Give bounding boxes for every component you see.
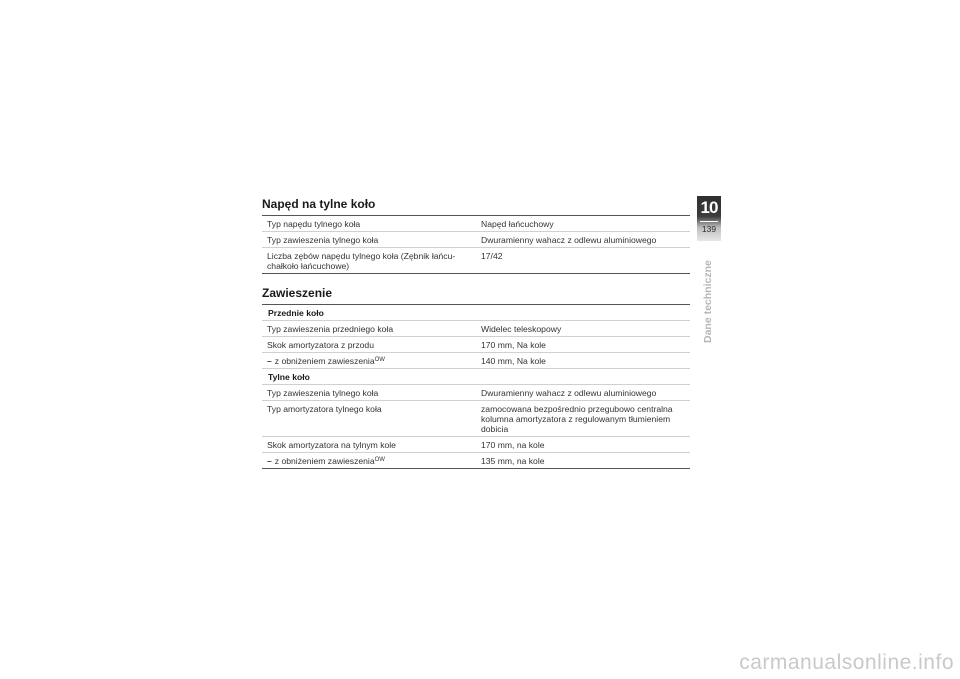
table-row: [262, 216, 690, 232]
section-title-rear-drive: Napęd na tylne koło: [262, 197, 376, 211]
row-value: 140 mm, Na kole: [476, 353, 690, 369]
content-area: [262, 196, 690, 469]
chapter-tab: [697, 196, 721, 241]
suspension-table: [262, 304, 690, 469]
watermark: carmanualsonline.info: [739, 651, 954, 674]
row-label: Typ amortyzatora tylnego koła: [262, 401, 476, 437]
subheading-row: [262, 305, 690, 321]
row-value: Widelec teleskopowy: [476, 321, 690, 337]
row-label-text: z obniżeniem zawieszenia: [274, 356, 375, 366]
row-value: 135 mm, na kole: [476, 453, 690, 469]
chapter-number: 10: [700, 198, 718, 217]
section-title-suspension: Zawieszenie: [262, 286, 333, 300]
chapter-title-vertical: Dane techniczne: [702, 260, 714, 343]
row-label: Typ zawieszenia przedniego koła: [262, 321, 476, 337]
option-marker: OW: [374, 357, 385, 363]
table-row: [262, 248, 690, 274]
row-label: Liczba zębów napędu tylnego koła (Zębnik łańcu-chałkoło łańcuchowe): [262, 248, 476, 274]
table-row: [262, 401, 690, 437]
rear-wheel-heading: Tylne koło: [262, 369, 690, 385]
table-row: [262, 453, 690, 469]
table-row: [262, 321, 690, 337]
table-row: [262, 232, 690, 248]
row-label: Typ zawieszenia tylnego koła: [262, 232, 476, 248]
table-row: [262, 337, 690, 353]
chapter-divider: [700, 221, 718, 222]
row-value: Dwuramienny wahacz z odlewu aluminiowego: [476, 232, 690, 248]
row-label: Typ zawieszenia tylnego koła: [262, 385, 476, 401]
row-value: Dwuramienny wahacz z odlewu aluminiowego: [476, 385, 690, 401]
row-label: Skok amortyzatora na tylnym kole: [262, 437, 476, 453]
option-marker: OW: [374, 457, 385, 463]
row-label-lowered: [262, 353, 476, 369]
table-row: [262, 385, 690, 401]
row-value: 170 mm, Na kole: [476, 337, 690, 353]
table-row: [262, 353, 690, 369]
row-value: 17/42: [476, 248, 690, 274]
table-row: [262, 437, 690, 453]
row-value: Napęd łańcuchowy: [476, 216, 690, 232]
row-label: Skok amortyzatora z przodu: [262, 337, 476, 353]
row-label: Typ napędu tylnego koła: [262, 216, 476, 232]
front-wheel-heading: Przednie koło: [262, 305, 690, 321]
row-label-lowered: [262, 453, 476, 469]
row-value: 170 mm, na kole: [476, 437, 690, 453]
dash-icon: –: [267, 356, 272, 366]
row-value: zamocowana bezpośrednio przegubowo centralna kolumna amortyzatora z regulowanym tłumieniem dobicia: [476, 401, 690, 437]
subheading-row: [262, 369, 690, 385]
dash-icon: –: [267, 456, 272, 466]
page-number: 139: [701, 224, 717, 234]
rear-drive-table: [262, 215, 690, 274]
row-label-text: z obniżeniem zawieszenia: [274, 456, 375, 466]
